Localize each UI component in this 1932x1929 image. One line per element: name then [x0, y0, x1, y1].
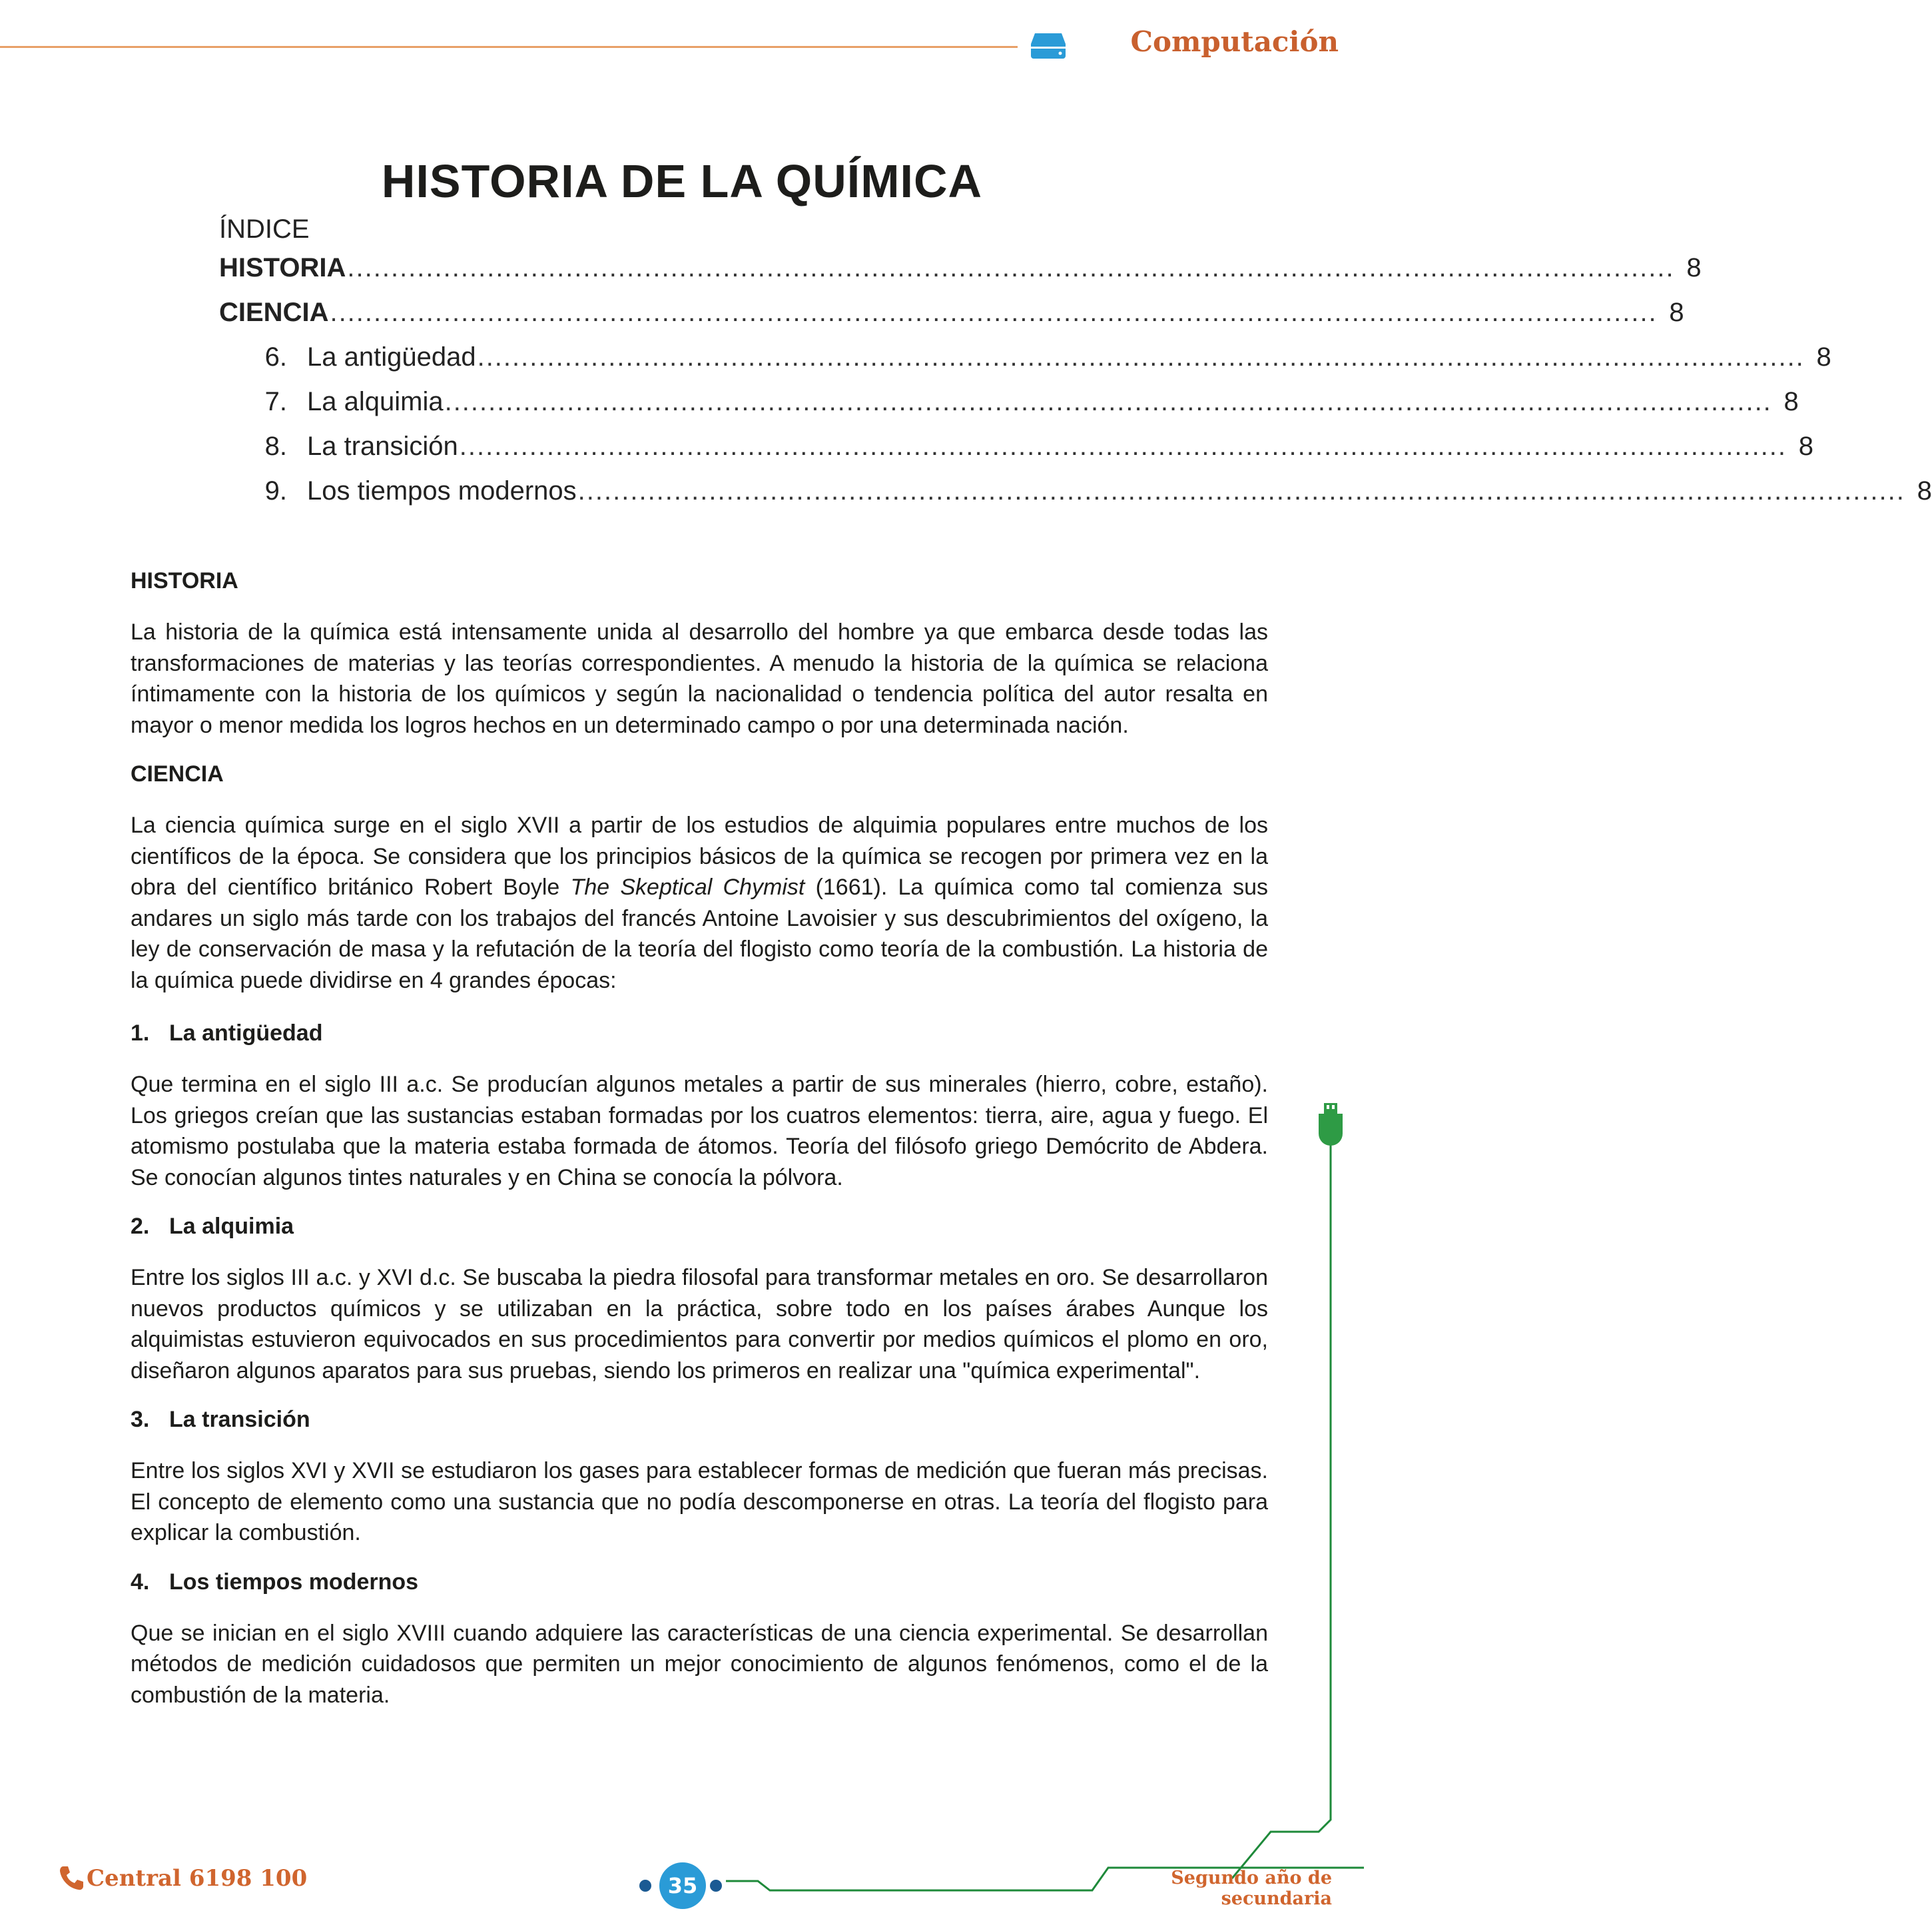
toc-entry-label: CIENCIA	[219, 298, 329, 327]
epoch-title: La transición	[169, 1407, 310, 1432]
toc-leader-dots: ........................................................................................................................................................	[330, 298, 1658, 327]
epoch-title: La antigüedad	[169, 1020, 323, 1046]
footer-grade: Segundo año de secundaria	[1171, 1868, 1332, 1909]
page-title: HISTORIA DE LA QUÍMICA	[381, 155, 983, 207]
section-heading-historia: HISTORIA	[131, 568, 238, 593]
toc-leader-dots: ........................................................................................................................................................	[459, 432, 1787, 461]
epoch-number: 1.	[131, 1020, 150, 1046]
toc-entry-label: HISTORIA	[219, 253, 346, 282]
header-subject: Computación	[1130, 25, 1339, 58]
toc-entry-page: 8	[1798, 432, 1814, 461]
epoch-paragraph: Entre los siglos XVI y XVII se estudiaron los gases para establecer formas de medición que fueran más precisas. El concepto de elemento como una sustancia que no podía descomponerse en otras. La teoría del flogisto para explicar la combustión.	[131, 1458, 1268, 1545]
phone-icon	[57, 1864, 85, 1892]
epoch-number: 2.	[131, 1214, 150, 1239]
toc-entry-page: 8	[1669, 298, 1684, 327]
toc-entry-label: Los tiempos modernos	[307, 476, 577, 506]
toc-entry[interactable]	[219, 298, 1684, 342]
table-of-contents	[219, 253, 1932, 521]
epoch-number: 3.	[131, 1407, 150, 1432]
toc-leader-dots: ........................................................................................................................................................	[444, 387, 1772, 416]
toc-entry-page: 8	[1816, 342, 1831, 372]
toc-leader-dots: ........................................................................................................................................................	[347, 253, 1675, 282]
toc-entry-number: 7.	[264, 387, 287, 416]
epoch-number: 4.	[131, 1569, 150, 1595]
toc-entry[interactable]	[219, 476, 1932, 521]
toc-entry-number: 6.	[264, 342, 287, 372]
toc-heading: ÍNDICE	[219, 214, 310, 244]
toc-leader-dots: ........................................................................................................................................................	[477, 342, 1805, 372]
ciencia-paragraph	[131, 810, 1268, 996]
toc-entry-page: 8	[1917, 476, 1932, 506]
epoch-title: La alquimia	[169, 1214, 294, 1239]
toc-entry-number: 9.	[264, 476, 287, 506]
ciencia-text-start: La ciencia química surge en el siglo XVII a partir de los estudios de alquimia populares entre muchos de los científicos de la época. Se considera que los principios básicos de la química se recogen por primera vez en la obra del científico británico Robert Boyle	[131, 813, 1268, 900]
ciencia-text-end: (1661). La química como tal comienza sus andares un siglo más tarde con los trabajos del francés Antoine Lavoisier y sus descubrimientos del oxígeno, la ley de conservación de masa y la refutación de la teoría del flogisto como teoría de la combustión. La historia de la química puede dividirse en 4 grandes épocas:	[131, 875, 1268, 993]
toc-entry[interactable]	[219, 432, 1814, 476]
epoch-heading	[131, 1018, 1268, 1048]
section-heading-ciencia: CIENCIA	[131, 761, 224, 787]
toc-leader-dots: ........................................................................................................................................................	[577, 476, 1905, 506]
toc-entry[interactable]	[219, 342, 1831, 387]
epoch-heading	[131, 1567, 1268, 1597]
epoch-paragraph: Que se inician en el siglo XVIII cuando adquiere las características de una ciencia experimental. Se desarrollan métodos de medición cuidadosos que permiten un mejor conocimiento de algunos fenómenos, como el de la combustión de la materia.	[131, 1620, 1268, 1708]
toc-entry-label: La transición	[307, 432, 458, 461]
hard-drive-icon	[1030, 31, 1067, 60]
header-rule	[0, 46, 1018, 48]
article-body	[131, 566, 1268, 1711]
epoch-heading	[131, 1405, 1268, 1434]
toc-entry[interactable]	[219, 387, 1799, 432]
toc-entry-page: 8	[1686, 253, 1702, 282]
page-number: 35	[659, 1862, 706, 1909]
epoch-title: Los tiempos modernos	[169, 1569, 419, 1595]
footer-phone: Central 6198 100	[87, 1865, 308, 1892]
toc-entry-label: La alquimia	[307, 387, 444, 416]
toc-entry[interactable]	[219, 253, 1702, 298]
toc-entry-label: La antigüedad	[307, 342, 476, 372]
epoch-heading	[131, 1212, 1268, 1241]
historia-paragraph: La historia de la química está intensamente unida al desarrollo del hombre ya que embarca desde todas las transformaciones de materias y las teorías correspondientes. A menudo la historia de la química se relaciona íntimamente con la historia de los químicos y según la nacionalidad o tendencia política del autor resalta en mayor o menor medida los logros hechos en un determinado campo o por una determinada nación.	[131, 619, 1268, 738]
epoch-paragraph: Que termina en el siglo III a.c. Se producían algunos metales a partir de sus minerales (hierro, cobre, estaño). Los griegos creían que las sustancias estaban formadas por los cuatros elementos: tierra, aire, agua y fuego. El atomismo postulaba que la materia estaba formada de átomos. Teoría del filósofo griego Demócrito de Abdera. Se conocían algunos tintes naturales y en China se conocía la pólvora.	[131, 1072, 1268, 1190]
toc-entry-page: 8	[1783, 387, 1799, 416]
usb-cable-icon	[1252, 1092, 1364, 1892]
toc-entry-number: 8.	[264, 432, 287, 461]
book-title: The Skeptical Chymist	[570, 875, 805, 900]
footer-dot	[639, 1880, 651, 1892]
footer-dot	[710, 1880, 722, 1892]
epoch-paragraph: Entre los siglos III a.c. y XVI d.c. Se buscaba la piedra filosofal para transformar metales en oro. Se desarrollaron nuevos productos químicos y se utilizaban en la práctica, sobre todo en los países árabes Aunque los alquimistas estuvieron equivocados en sus procedimientos para convertir por medios químicos el plomo en oro, diseñaron algunos aparatos para sus pruebas, siendo los primeros en realizar una "química experimental".	[131, 1265, 1268, 1383]
